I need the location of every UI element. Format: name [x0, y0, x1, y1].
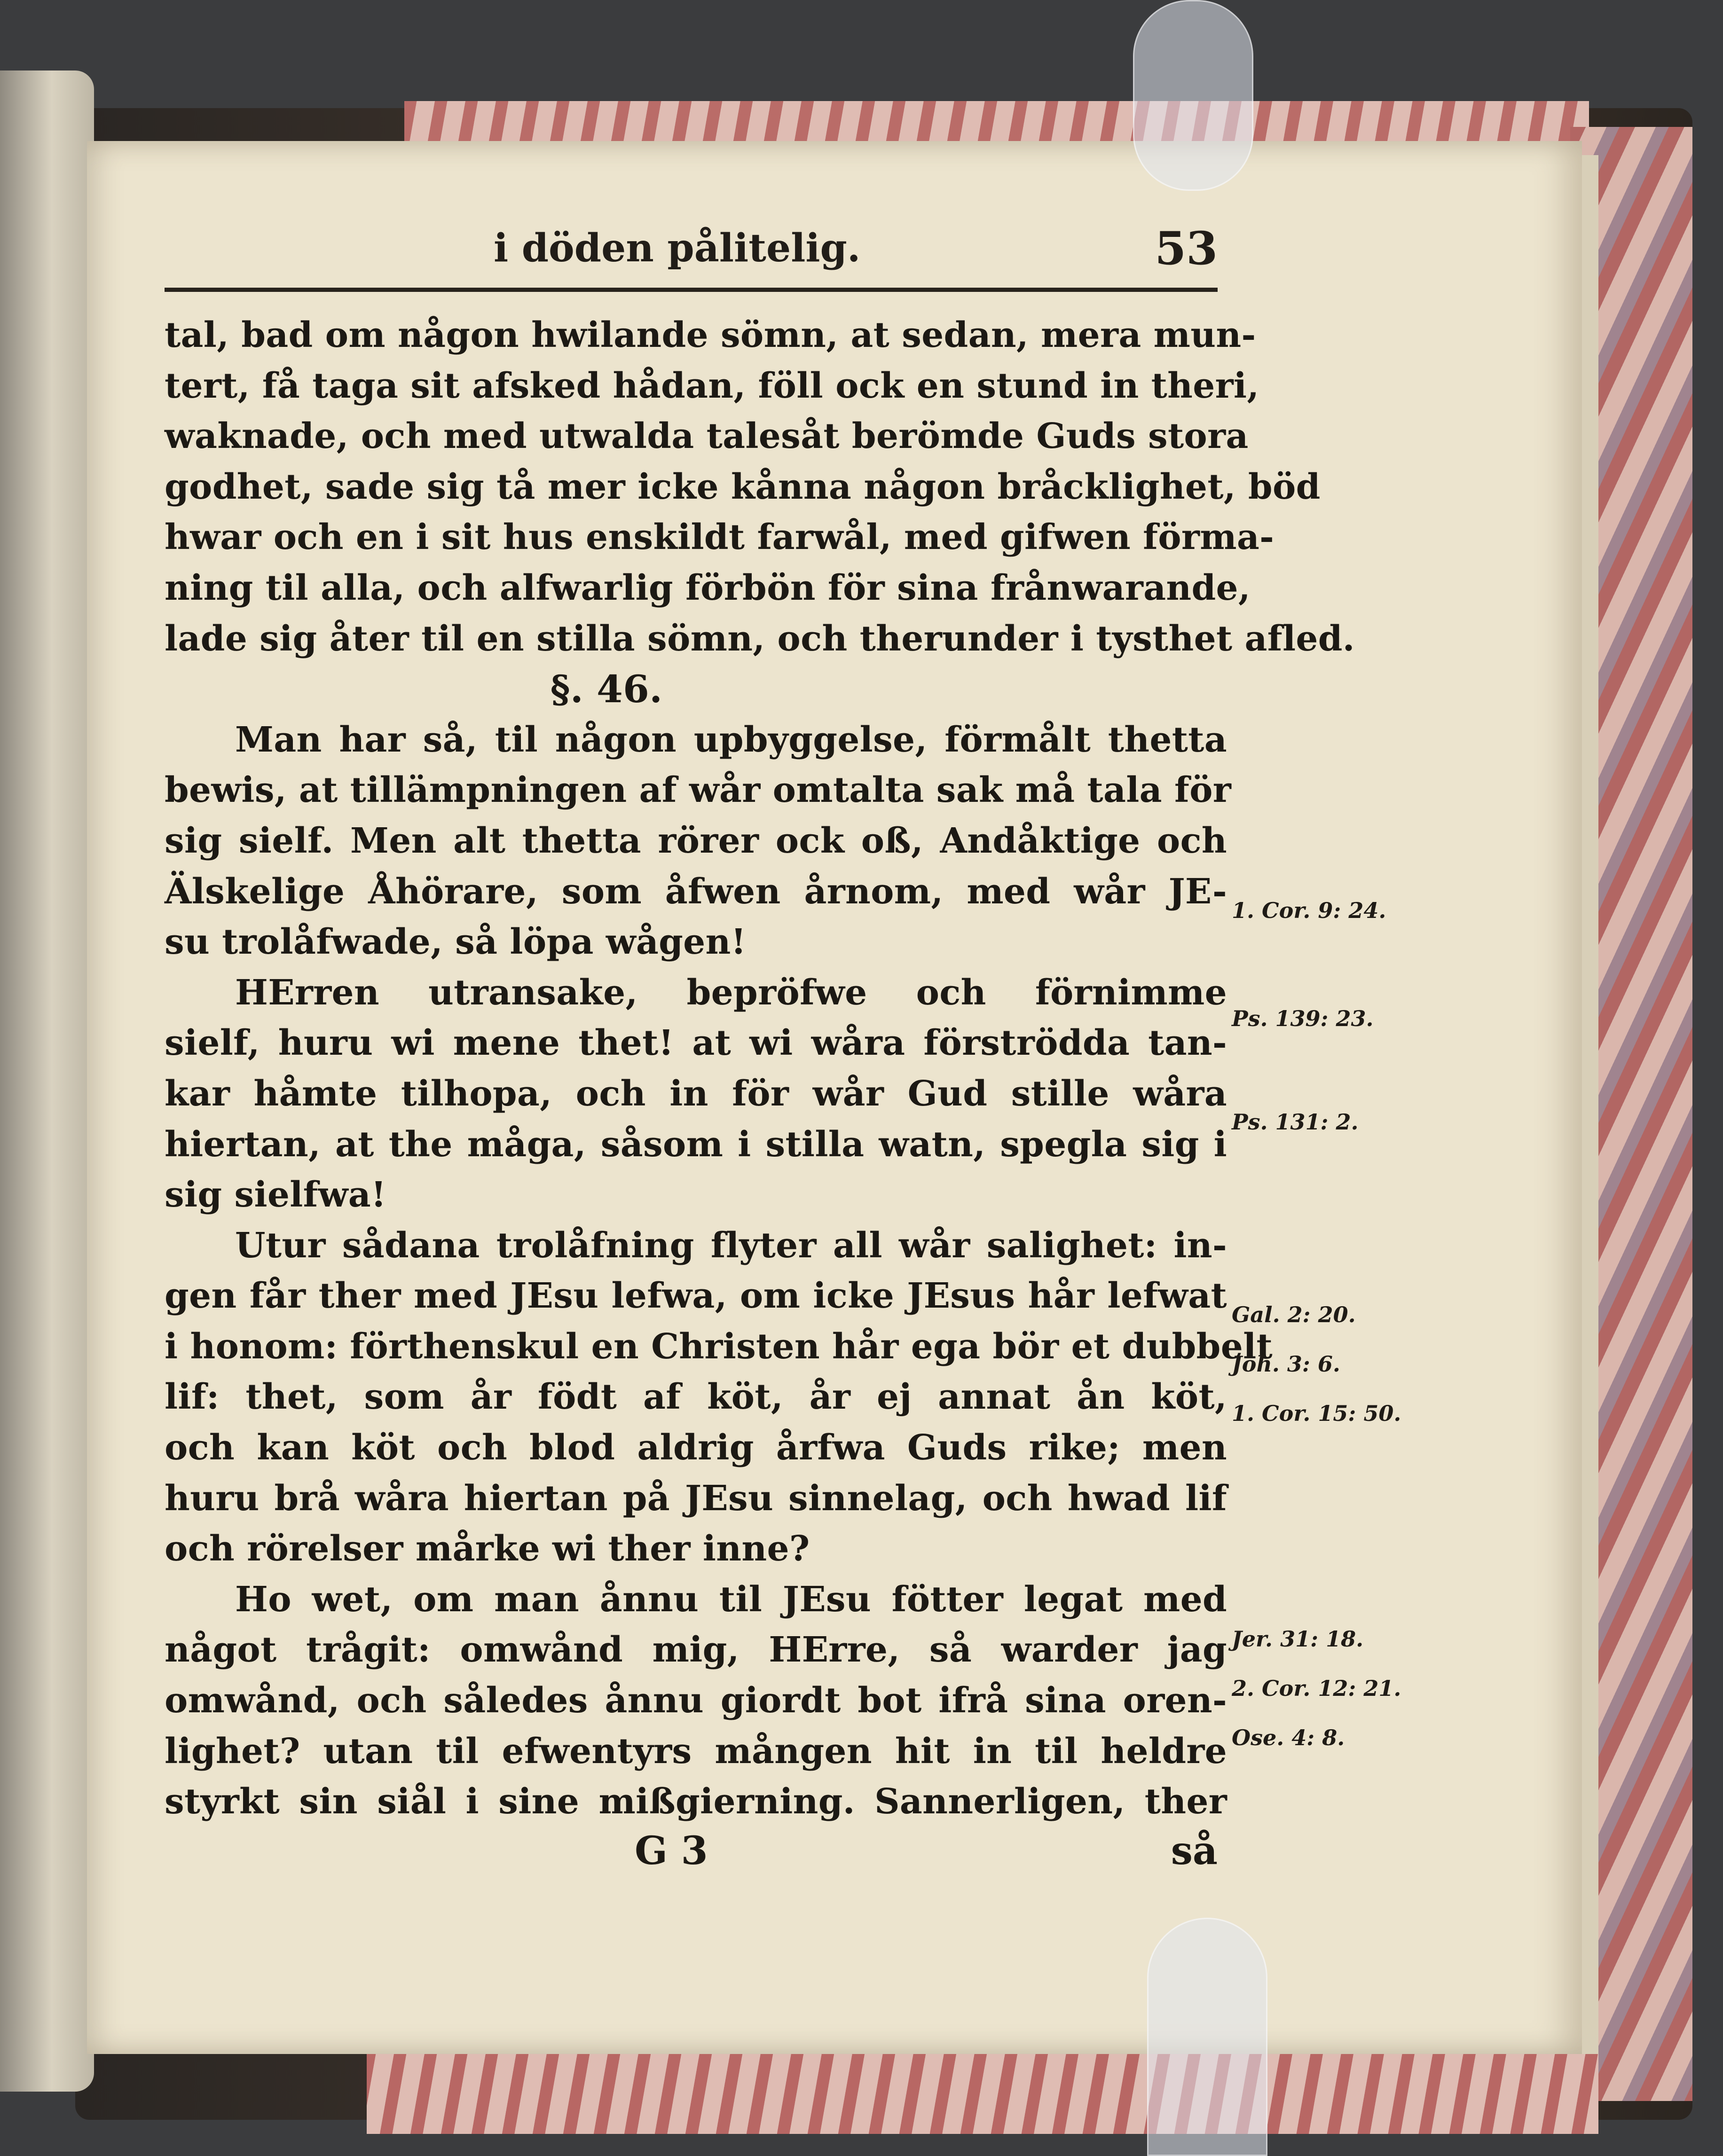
text-line: omwånd, och således ånnu giordt bot ifrå sina oren- — [165, 1680, 1227, 1721]
text-line: huru brå wåra hiertan på JEsu sinnelag, och hwad lif — [165, 1478, 1227, 1519]
margin-note: Ps. 139: 23. — [1232, 1006, 1374, 1031]
header-rule — [165, 288, 1218, 292]
margin-note: Ose. 4: 8. — [1232, 1725, 1345, 1750]
margin-note: Jer. 31: 18. — [1232, 1626, 1364, 1652]
page-clip-bottom — [1147, 1918, 1267, 2156]
text-line: lade sig åter til en stilla sömn, och therunder i tysthet afled. — [165, 618, 1355, 659]
page-clip-top — [1133, 0, 1253, 191]
text-line: och kan köt och blod aldrig årfwa Guds rike; men — [165, 1427, 1227, 1468]
text-line: bewis, at tillämpningen af wår omtalta sak må tala för — [165, 770, 1232, 811]
text-line: gen får ther med JEsu lefwa, om icke JEsus hår lefwat — [165, 1276, 1227, 1317]
margin-note: 1. Cor. 9: 24. — [1232, 898, 1386, 923]
text-line: ning til alla, och alfwarlig förbön för sina frånwarande, — [165, 567, 1251, 608]
catchword: så — [1171, 1828, 1218, 1874]
text-line: godhet, sade sig tå mer icke kånna någon bråcklighet, böd — [165, 466, 1321, 507]
page-number: 53 — [1155, 222, 1218, 275]
margin-note: 2. Cor. 12: 21. — [1232, 1676, 1401, 1701]
page-stack-edge — [1580, 155, 1598, 2054]
section-heading: §. 46. — [550, 667, 663, 712]
text-line: tal, bad om någon hwilande sömn, at sedan, mera mun- — [165, 315, 1256, 355]
text-line: och rörelser mårke wi ther inne? — [165, 1529, 810, 1569]
facing-page-edge — [0, 71, 94, 2092]
text-line: styrkt sin siål i sine mißgierning. Sannerligen, ther — [165, 1781, 1227, 1822]
running-header — [165, 222, 1218, 277]
text-line: Man har så, til någon upbyggelse, förmålt thetta — [235, 719, 1227, 760]
signature-mark: G 3 — [635, 1828, 708, 1874]
text-line: lighet? utan til efwentyrs mången hit in til heldre — [165, 1731, 1227, 1772]
text-line: hwar och en i sit hus enskildt farwål, med gifwen förma- — [165, 517, 1275, 558]
text-line: Utur sådana trolåfning flyter all wår salighet: in- — [235, 1225, 1227, 1266]
text-line: sig sielf. Men alt thetta rörer ock oß, Andåktige och — [165, 820, 1227, 861]
text-line: tert, få taga sit afsked hådan, föll ock en stund in theri, — [165, 365, 1259, 406]
margin-note: 1. Cor. 15: 50. — [1232, 1401, 1401, 1426]
margin-note: Ps. 131: 2. — [1232, 1109, 1359, 1135]
catchline — [165, 1827, 1227, 1874]
text-line: su trolåfwade, så löpa wågen! — [165, 922, 747, 963]
text-line: kar håmte tilhopa, och in för wår Gud stille wåra — [165, 1073, 1227, 1114]
text-line: sig sielfwa! — [165, 1175, 386, 1215]
text-line: i honom: förthenskul en Christen hår ega bör et dubbelt — [165, 1326, 1273, 1367]
text-line: sielf, huru wi mene thet! at wi wåra förströdda tan- — [165, 1023, 1227, 1064]
text-line: HErren utransake, bepröfwe och förnimme — [235, 972, 1227, 1013]
text-line: lif: thet, som år födt af köt, år ej annat ån köt, — [165, 1377, 1227, 1418]
text-line: Ho wet, om man ånnu til JEsu fötter legat med — [235, 1579, 1227, 1620]
text-line: hiertan, at the måga, såsom i stilla watn, spegla sig i — [165, 1124, 1227, 1165]
text-line: något trågit: omwånd mig, HErre, så warder jag — [165, 1630, 1227, 1670]
margin-note: Gal. 2: 20. — [1232, 1302, 1356, 1327]
margin-note: Joh. 3: 6. — [1232, 1351, 1340, 1377]
text-line: Älskelige Åhörare, som åfwen årnom, med wår JE- — [165, 871, 1227, 912]
text-line: waknade, och med utwalda talesåt berömde Guds stora — [165, 416, 1249, 457]
running-title: i döden pålitelig. — [494, 226, 861, 271]
